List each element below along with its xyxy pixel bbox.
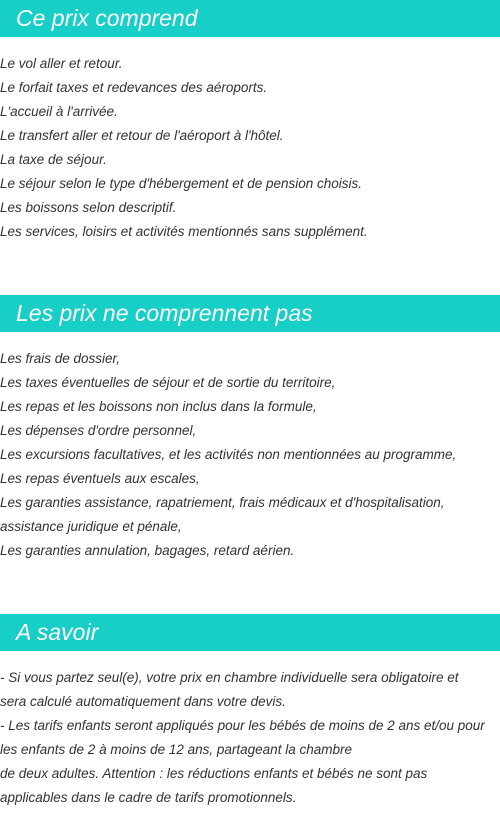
included-line: Le séjour selon le type d'hébergement et de pension choisis. (0, 176, 363, 191)
included-line: La taxe de séjour. (0, 152, 107, 167)
note-line: applicables dans le cadre de tarifs promotionnels. (0, 790, 297, 805)
note-line: de deux adultes. Attention : les réductions enfants et bébés ne sont pas (0, 766, 428, 781)
note-line: sera calculé automatiquement dans votre devis. (0, 694, 286, 709)
included-line: Le vol aller et retour. (0, 56, 123, 71)
excluded-line: Les garanties assistance, rapatriement, frais médicaux et d'hospitalisation, (0, 495, 445, 510)
included-line: Le transfert aller et retour de l'aéroport à l'hôtel. (0, 128, 284, 143)
excluded-list (0, 347, 500, 563)
note-line: - Les tarifs enfants seront appliqués pour les bébés de moins de 2 ans et/ou pour (0, 718, 485, 733)
included-line: Les services, loisirs et activités mentionnés sans supplément. (0, 224, 368, 239)
note-list (0, 666, 500, 810)
excluded-line: Les repas éventuels aux escales, (0, 471, 200, 486)
excluded-line: Les dépenses d'ordre personnel, (0, 423, 197, 438)
excluded-line: Les excursions facultatives, et les activités non mentionnées au programme, (0, 447, 457, 462)
excluded-line: Les garanties annulation, bagages, retard aérien. (0, 543, 295, 558)
excluded-line: assistance juridique et pénale, (0, 519, 182, 534)
section-heading-excluded: Les prix ne comprennent pas (0, 295, 500, 332)
excluded-line: Les repas et les boissons non inclus dans la formule, (0, 399, 317, 414)
included-line: Les boissons selon descriptif. (0, 200, 177, 215)
included-list (0, 52, 500, 244)
section-heading-included: Ce prix comprend (0, 0, 500, 37)
section-heading-note: A savoir (0, 614, 500, 651)
excluded-line: Les frais de dossier, (0, 351, 121, 366)
note-line: - Si vous partez seul(e), votre prix en chambre individuelle sera obligatoire et (0, 670, 459, 685)
included-line: L'accueil à l'arrivée. (0, 104, 118, 119)
excluded-line: Les taxes éventuelles de séjour et de sortie du territoire, (0, 375, 336, 390)
note-line: les enfants de 2 à moins de 12 ans, partageant la chambre (0, 742, 352, 757)
included-line: Le forfait taxes et redevances des aéroports. (0, 80, 268, 95)
